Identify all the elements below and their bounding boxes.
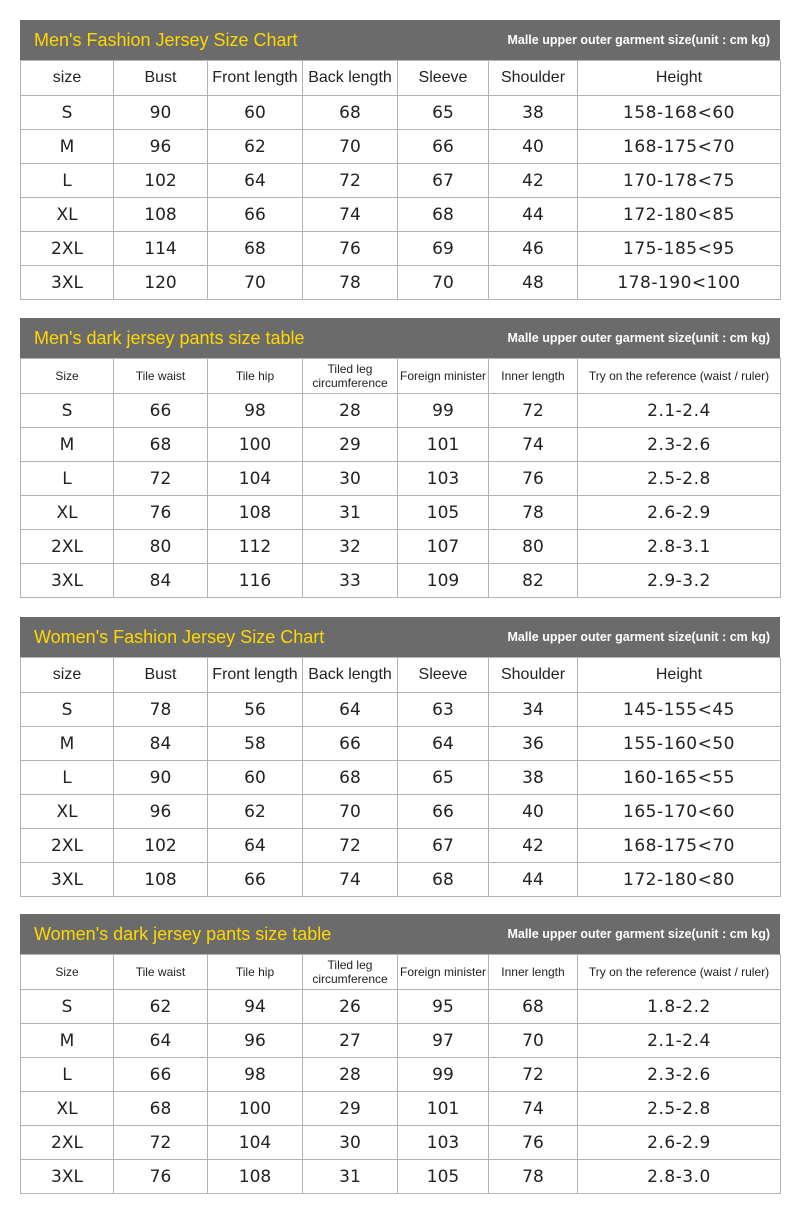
table-cell: 2.5-2.8 — [578, 462, 781, 496]
column-header: Bust — [114, 61, 208, 96]
table-cell: 64 — [398, 727, 489, 761]
table-row — [21, 1160, 781, 1194]
table-cell: 28 — [303, 394, 398, 428]
table-cell: 98 — [208, 394, 303, 428]
column-header: Inner length — [489, 955, 578, 990]
table-cell: 102 — [114, 829, 208, 863]
table-cell: 84 — [114, 564, 208, 598]
table-row — [21, 761, 781, 795]
section-banner — [20, 914, 780, 954]
table-row — [21, 198, 781, 232]
table-cell: 99 — [398, 1058, 489, 1092]
table-cell: 3XL — [21, 863, 114, 897]
table-cell: 1.8-2.2 — [578, 990, 781, 1024]
table-cell: 68 — [303, 96, 398, 130]
column-header: Tile waist — [114, 359, 208, 394]
table-cell: 70 — [398, 266, 489, 300]
column-header: Height — [578, 61, 781, 96]
column-header: Try on the reference (waist / ruler) — [578, 359, 781, 394]
table-cell: 67 — [398, 829, 489, 863]
section-banner — [20, 318, 780, 358]
table-cell: 68 — [398, 863, 489, 897]
table-cell: 2.8-3.1 — [578, 530, 781, 564]
table-cell: 40 — [489, 130, 578, 164]
table-cell: 68 — [208, 232, 303, 266]
table-cell: L — [21, 462, 114, 496]
column-header: Tiled leg circumference — [303, 359, 398, 394]
table-cell: 62 — [208, 795, 303, 829]
table-cell: 48 — [489, 266, 578, 300]
table-cell: 60 — [208, 96, 303, 130]
table-cell: 72 — [114, 462, 208, 496]
table-cell: M — [21, 1024, 114, 1058]
table-cell: 99 — [398, 394, 489, 428]
table-row — [21, 394, 781, 428]
table-cell: 168-175<70 — [578, 829, 781, 863]
table-row — [21, 829, 781, 863]
table-cell: 72 — [303, 164, 398, 198]
column-header: size — [21, 61, 114, 96]
section-banner — [20, 20, 780, 60]
table-row — [21, 795, 781, 829]
table-cell: 95 — [398, 990, 489, 1024]
table-cell: S — [21, 96, 114, 130]
table-cell: XL — [21, 198, 114, 232]
table-cell: 74 — [303, 863, 398, 897]
table-header-row — [21, 955, 781, 990]
column-header: Back length — [303, 61, 398, 96]
table-cell: 60 — [208, 761, 303, 795]
table-cell: 70 — [303, 795, 398, 829]
table-cell: M — [21, 727, 114, 761]
table-cell: 80 — [489, 530, 578, 564]
table-cell: 160-165<55 — [578, 761, 781, 795]
table-cell: L — [21, 164, 114, 198]
column-header: Foreign minister — [398, 955, 489, 990]
table-cell: 96 — [114, 795, 208, 829]
table-cell: 70 — [489, 1024, 578, 1058]
size-table — [20, 954, 781, 1194]
column-header: Inner length — [489, 359, 578, 394]
table-cell: 66 — [208, 863, 303, 897]
size-table — [20, 657, 781, 897]
size-table — [20, 358, 781, 598]
table-cell: 101 — [398, 428, 489, 462]
table-cell: 72 — [489, 1058, 578, 1092]
table-cell: 42 — [489, 164, 578, 198]
table-cell: 155-160<50 — [578, 727, 781, 761]
womens-jersey-section — [20, 617, 780, 897]
table-cell: 104 — [208, 1126, 303, 1160]
table-cell: 56 — [208, 693, 303, 727]
table-cell: 170-178<75 — [578, 164, 781, 198]
table-cell: 108 — [114, 863, 208, 897]
column-header: Shoulder — [489, 61, 578, 96]
womens-pants-section — [20, 914, 780, 1194]
table-cell: 78 — [303, 266, 398, 300]
table-cell: 103 — [398, 462, 489, 496]
table-row — [21, 1126, 781, 1160]
table-cell: 172-180<80 — [578, 863, 781, 897]
table-cell: 67 — [398, 164, 489, 198]
table-cell: 112 — [208, 530, 303, 564]
table-cell: 3XL — [21, 564, 114, 598]
table-cell: 175-185<95 — [578, 232, 781, 266]
table-cell: 33 — [303, 564, 398, 598]
table-cell: S — [21, 394, 114, 428]
mens-jersey-section — [20, 20, 780, 300]
section-title: Men's dark jersey pants size table — [34, 327, 305, 348]
table-cell: 70 — [303, 130, 398, 164]
table-cell: 116 — [208, 564, 303, 598]
table-cell: 101 — [398, 1092, 489, 1126]
table-cell: 2XL — [21, 1126, 114, 1160]
table-cell: 3XL — [21, 266, 114, 300]
table-cell: 82 — [489, 564, 578, 598]
column-header: Size — [21, 359, 114, 394]
table-cell: 64 — [114, 1024, 208, 1058]
table-cell: 28 — [303, 1058, 398, 1092]
table-cell: 66 — [398, 130, 489, 164]
table-cell: 2.9-3.2 — [578, 564, 781, 598]
table-row — [21, 130, 781, 164]
table-row — [21, 693, 781, 727]
table-cell: 78 — [114, 693, 208, 727]
table-cell: 94 — [208, 990, 303, 1024]
table-cell: 76 — [489, 462, 578, 496]
unit-note: Malle upper outer garment size(unit : cm kg) — [507, 630, 770, 644]
table-row — [21, 727, 781, 761]
table-cell: XL — [21, 795, 114, 829]
table-cell: 158-168<60 — [578, 96, 781, 130]
table-cell: 2.1-2.4 — [578, 394, 781, 428]
table-cell: 172-180<85 — [578, 198, 781, 232]
table-row — [21, 496, 781, 530]
table-cell: 3XL — [21, 1160, 114, 1194]
table-cell: 165-170<60 — [578, 795, 781, 829]
table-cell: 66 — [114, 394, 208, 428]
column-header: Front length — [208, 658, 303, 693]
table-cell: 65 — [398, 761, 489, 795]
table-cell: 66 — [114, 1058, 208, 1092]
table-cell: 105 — [398, 1160, 489, 1194]
table-cell: 74 — [489, 1092, 578, 1126]
table-cell: 70 — [208, 266, 303, 300]
table-cell: 78 — [489, 1160, 578, 1194]
table-cell: 36 — [489, 727, 578, 761]
table-cell: 26 — [303, 990, 398, 1024]
table-cell: 31 — [303, 496, 398, 530]
table-cell: 64 — [208, 829, 303, 863]
table-row — [21, 164, 781, 198]
table-cell: 2.3-2.6 — [578, 428, 781, 462]
column-header: Bust — [114, 658, 208, 693]
table-cell: 2XL — [21, 232, 114, 266]
table-cell: 30 — [303, 462, 398, 496]
table-cell: 104 — [208, 462, 303, 496]
table-cell: 2.1-2.4 — [578, 1024, 781, 1058]
table-cell: 76 — [114, 496, 208, 530]
table-cell: 84 — [114, 727, 208, 761]
unit-note: Malle upper outer garment size(unit : cm kg) — [507, 33, 770, 47]
table-cell: 2.3-2.6 — [578, 1058, 781, 1092]
table-row — [21, 428, 781, 462]
table-cell: 46 — [489, 232, 578, 266]
table-cell: XL — [21, 496, 114, 530]
table-cell: 108 — [114, 198, 208, 232]
table-cell: 29 — [303, 428, 398, 462]
table-cell: 68 — [489, 990, 578, 1024]
table-cell: 100 — [208, 428, 303, 462]
table-cell: 74 — [303, 198, 398, 232]
column-header: Back length — [303, 658, 398, 693]
table-cell: 102 — [114, 164, 208, 198]
table-cell: L — [21, 1058, 114, 1092]
table-cell: 107 — [398, 530, 489, 564]
table-row — [21, 863, 781, 897]
mens-pants-section — [20, 318, 780, 598]
table-header-row — [21, 658, 781, 693]
table-cell: 76 — [489, 1126, 578, 1160]
table-cell: 68 — [303, 761, 398, 795]
table-cell: 69 — [398, 232, 489, 266]
table-cell: 34 — [489, 693, 578, 727]
table-row — [21, 96, 781, 130]
section-banner — [20, 617, 780, 657]
table-row — [21, 1024, 781, 1058]
table-cell: 68 — [398, 198, 489, 232]
column-header: Foreign minister — [398, 359, 489, 394]
table-cell: 97 — [398, 1024, 489, 1058]
table-cell: 90 — [114, 761, 208, 795]
table-cell: 74 — [489, 428, 578, 462]
table-cell: 38 — [489, 96, 578, 130]
column-header: Tile hip — [208, 955, 303, 990]
table-cell: L — [21, 761, 114, 795]
table-cell: 72 — [303, 829, 398, 863]
column-header: Shoulder — [489, 658, 578, 693]
table-cell: 109 — [398, 564, 489, 598]
table-cell: 29 — [303, 1092, 398, 1126]
table-cell: 96 — [114, 130, 208, 164]
column-header: Try on the reference (waist / ruler) — [578, 955, 781, 990]
table-cell: 80 — [114, 530, 208, 564]
column-header: Sleeve — [398, 658, 489, 693]
table-row — [21, 564, 781, 598]
table-cell: S — [21, 693, 114, 727]
table-header-row — [21, 359, 781, 394]
table-cell: 72 — [114, 1126, 208, 1160]
table-cell: 40 — [489, 795, 578, 829]
table-cell: 68 — [114, 428, 208, 462]
table-row — [21, 530, 781, 564]
table-cell: 44 — [489, 863, 578, 897]
section-title: Men's Fashion Jersey Size Chart — [34, 29, 298, 50]
table-cell: 44 — [489, 198, 578, 232]
table-cell: 27 — [303, 1024, 398, 1058]
table-cell: 31 — [303, 1160, 398, 1194]
table-cell: 76 — [303, 232, 398, 266]
table-row — [21, 462, 781, 496]
table-cell: 66 — [303, 727, 398, 761]
column-header: Front length — [208, 61, 303, 96]
table-cell: 90 — [114, 96, 208, 130]
table-cell: 30 — [303, 1126, 398, 1160]
table-header-row — [21, 61, 781, 96]
table-cell: 2.6-2.9 — [578, 496, 781, 530]
table-cell: 108 — [208, 496, 303, 530]
table-cell: 98 — [208, 1058, 303, 1092]
column-header: Tiled leg circumference — [303, 955, 398, 990]
table-cell: 168-175<70 — [578, 130, 781, 164]
size-table — [20, 60, 781, 300]
table-cell: S — [21, 990, 114, 1024]
table-cell: 2.5-2.8 — [578, 1092, 781, 1126]
table-cell: 78 — [489, 496, 578, 530]
table-cell: 178-190<100 — [578, 266, 781, 300]
column-header: Tile waist — [114, 955, 208, 990]
table-cell: 2XL — [21, 829, 114, 863]
table-cell: 64 — [208, 164, 303, 198]
table-cell: 68 — [114, 1092, 208, 1126]
column-header: size — [21, 658, 114, 693]
table-cell: 63 — [398, 693, 489, 727]
table-cell: 72 — [489, 394, 578, 428]
table-cell: M — [21, 130, 114, 164]
table-cell: 100 — [208, 1092, 303, 1126]
table-row — [21, 990, 781, 1024]
column-header: Tile hip — [208, 359, 303, 394]
column-header: Height — [578, 658, 781, 693]
table-cell: 2.8-3.0 — [578, 1160, 781, 1194]
table-cell: 76 — [114, 1160, 208, 1194]
table-cell: 145-155<45 — [578, 693, 781, 727]
table-cell: 105 — [398, 496, 489, 530]
table-cell: 114 — [114, 232, 208, 266]
table-cell: 64 — [303, 693, 398, 727]
table-cell: 2.6-2.9 — [578, 1126, 781, 1160]
table-cell: 58 — [208, 727, 303, 761]
table-cell: 120 — [114, 266, 208, 300]
table-cell: 108 — [208, 1160, 303, 1194]
table-cell: XL — [21, 1092, 114, 1126]
column-header: Sleeve — [398, 61, 489, 96]
table-cell: M — [21, 428, 114, 462]
table-cell: 103 — [398, 1126, 489, 1160]
table-cell: 66 — [398, 795, 489, 829]
table-row — [21, 1092, 781, 1126]
table-cell: 62 — [114, 990, 208, 1024]
table-row — [21, 266, 781, 300]
table-row — [21, 1058, 781, 1092]
section-title: Women's dark jersey pants size table — [34, 923, 332, 944]
table-cell: 2XL — [21, 530, 114, 564]
table-cell: 32 — [303, 530, 398, 564]
table-row — [21, 232, 781, 266]
table-cell: 66 — [208, 198, 303, 232]
table-cell: 42 — [489, 829, 578, 863]
table-cell: 65 — [398, 96, 489, 130]
section-title: Women's Fashion Jersey Size Chart — [34, 626, 325, 647]
table-cell: 38 — [489, 761, 578, 795]
column-header: Size — [21, 955, 114, 990]
unit-note: Malle upper outer garment size(unit : cm kg) — [507, 927, 770, 941]
table-cell: 96 — [208, 1024, 303, 1058]
table-cell: 62 — [208, 130, 303, 164]
unit-note: Malle upper outer garment size(unit : cm kg) — [507, 331, 770, 345]
